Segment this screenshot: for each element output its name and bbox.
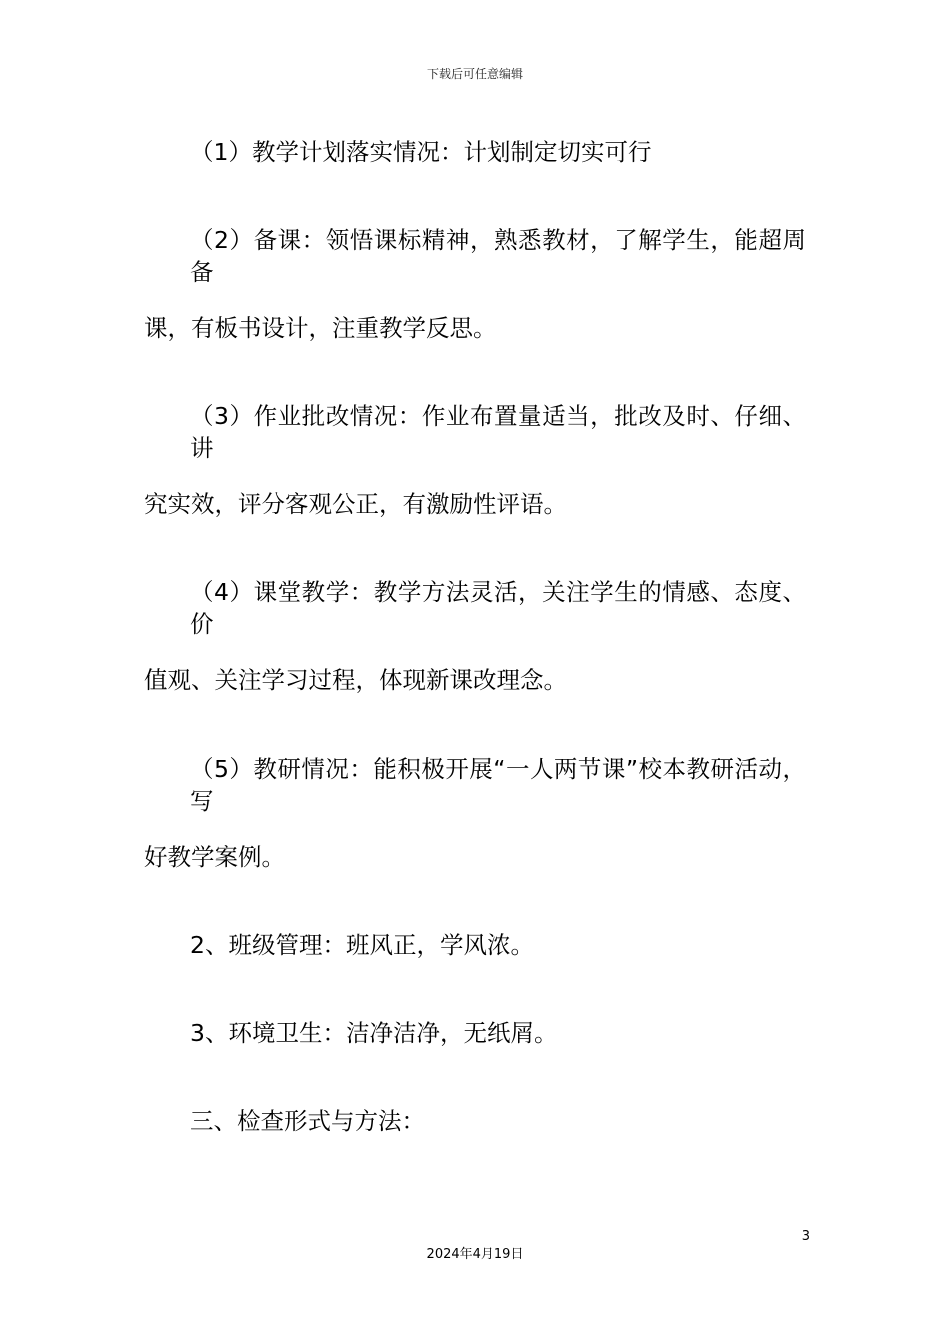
paragraph-3-line-2: 究实效，评分客观公正，有激励性评语。 (144, 490, 567, 518)
paragraph-2-line-2: 课，有板书设计，注重教学反思。 (144, 314, 497, 342)
section-heading-inspection-methods: 三、检查形式与方法： (190, 1107, 425, 1135)
paragraph-2-line-1: （2）备课：领悟课标精神，熟悉教材，了解学生，能超周备 (190, 226, 806, 286)
page-header: 下载后可任意编辑 (426, 67, 523, 81)
paragraph-5-line-2: 好教学案例。 (144, 843, 285, 871)
paragraph-5-line-1: （5）教研情况：能积极开展“一人两节课”校本教研活动，写 (190, 755, 806, 815)
paragraph-4-line-1: （4）课堂教学：教学方法灵活，关注学生的情感、态度、价 (190, 578, 806, 638)
paragraph-environment-hygiene: 3、环境卫生：洁净洁净，无纸屑。 (190, 1019, 558, 1047)
paragraph-3-line-1: （3）作业批改情况：作业布置量适当，批改及时、仔细、讲 (190, 402, 806, 462)
paragraph-1-line-1: （1）教学计划落实情况：计划制定切实可行 (190, 138, 652, 166)
paragraph-class-management: 2、班级管理：班风正，学风浓。 (190, 931, 534, 959)
paragraph-4-line-2: 值观、关注学习过程，体现新课改理念。 (144, 666, 567, 694)
footer-date: 2024年4月19日 (426, 1247, 524, 1262)
page-number: 3 (801, 1229, 810, 1244)
